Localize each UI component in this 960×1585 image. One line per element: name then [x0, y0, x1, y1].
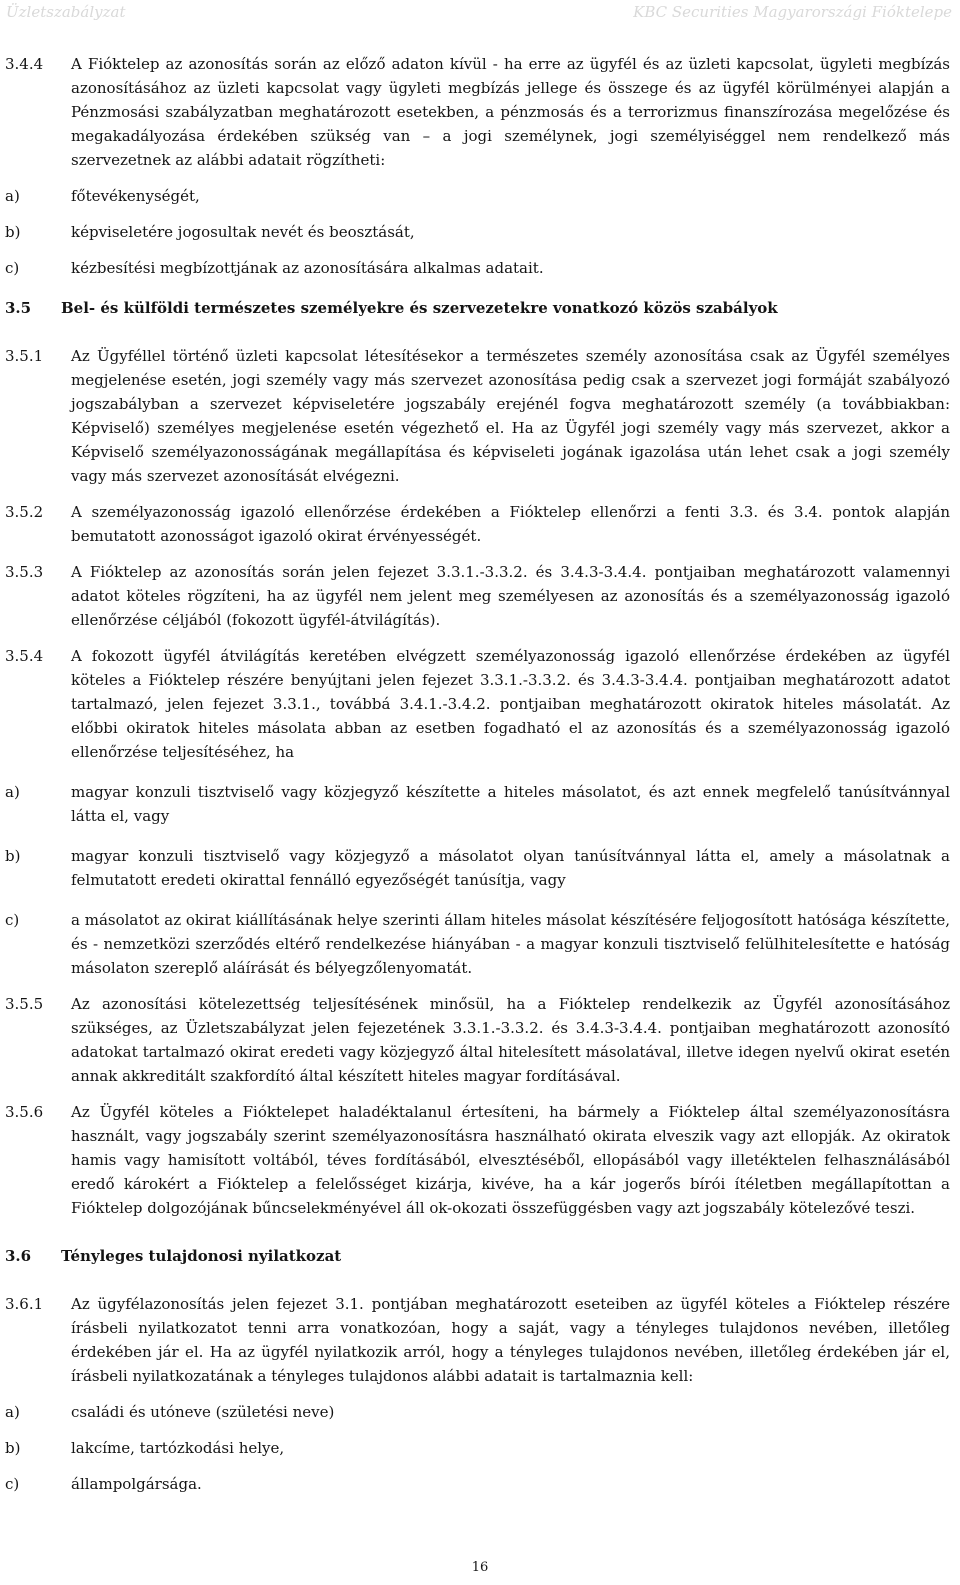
paragraph-text: Az ügyfélazonosítás jelen fejezet 3.1. pontjában meghatározott eseteiben az ügyfél köteles a Fióktelep részére írásbeli nyilatkozatot tenni arra vonatkozóan, hogy a saját, vagy a tényleges tulajdonos nevében, illetőleg érdekében jár el. Ha az ügyfél nyilatkozik arról, hogy a tényleges tulajdonos nevében, illetőleg érdekében jár el, írásbeli nyilatkozatának a tényleges tulajdonos alábbi adatait is tartalmaznia kell:: [71, 1295, 950, 1385]
running-header: [0, 0, 960, 24]
list-item-text: főtevékenységét,: [71, 187, 200, 205]
header-company-name: KBC Securities Magyarországi Fióktelepe: [633, 3, 952, 21]
list-item-a: [5, 184, 950, 208]
header-document-title: Üzletszabályzat: [6, 3, 126, 21]
page-number: 16: [471, 1560, 489, 1575]
list-marker: b): [5, 1439, 21, 1457]
paragraph-number: 3.5.3: [5, 563, 44, 581]
list-marker: a): [5, 783, 20, 801]
list-item-b: [5, 1436, 950, 1460]
list-item-text: képviseletére jogosultak nevét és beosztását,: [71, 223, 415, 241]
section-number: 3.6: [5, 1247, 32, 1265]
section-title: Tényleges tulajdonosi nyilatkozat: [61, 1247, 342, 1265]
paragraph-number: 3.4.4: [5, 55, 44, 73]
list-item-text: lakcíme, tartózkodási helye,: [71, 1439, 285, 1457]
section-title: Bel- és külföldi természetes személyekre és szervezetekre vonatkozó közös szabályok: [61, 299, 778, 317]
list-marker: c): [5, 911, 20, 929]
paragraph-number: 3.5.1: [5, 347, 44, 365]
list-item-text: kézbesítési megbízottjának az azonosítására alkalmas adatait.: [71, 259, 544, 277]
paragraph-number: 3.5.5: [5, 995, 44, 1013]
paragraph-3-5-6: [5, 1100, 950, 1220]
list-item-a: [5, 780, 950, 828]
paragraph-number: 3.5.4: [5, 647, 44, 665]
section-heading-3-5: [5, 296, 950, 320]
paragraph-text: A személyazonosság igazoló ellenőrzése érdekében a Fióktelep ellenőrzi a fenti 3.3. és 3.4. pontok alapján bemutatott azonosságot igazoló okirat érvényességét.: [71, 503, 950, 545]
paragraph-text: Az Ügyfél köteles a Fióktelepet haladéktalanul értesíteni, ha bármely a Fióktelep által személyazonosításra használt, vagy jogszabály szerint személyazonosításra használható okirata elveszik vagy azt ellopják. Az okiratok hamis vagy hamisított voltából, téves fordításából, elvesztéséből, ellopásából vagy illetéktelen felhasználásából eredő károkért a Fióktelep a felelősséget kizárja, kivéve, ha a kár jogerős bírói ítéletben megállapítottan a Fióktelep dolgozójának bűncselekményével áll ok-okozati összefüggésben vagy azt jogszabály kötelezővé teszi.: [71, 1103, 950, 1217]
section-number: 3.5: [5, 299, 32, 317]
list-item-b: [5, 844, 950, 892]
paragraph-text: A Fióktelep az azonosítás során az előző adaton kívül - ha erre az ügyfél és az üzleti kapcsolat, ügyleti megbízás azonosításához az üzleti kapcsolat vagy ügyleti megbízás jellege és összege és az ügyfél körülményei alapján a Pénzmosási szabályzatban meghatározott esetekben, a pénzmosás és a terrorizmus finanszírozása megelőzése és megakadályozása érdekében szükség van – a jogi személynek, jogi személyiséggel nem rendelkező más szervezetnek az alábbi adatait rögzítheti:: [71, 55, 950, 169]
list-marker: a): [5, 187, 20, 205]
list-item-c: [5, 256, 950, 280]
list-item-a: [5, 1400, 950, 1424]
paragraph-3-5-4: [5, 644, 950, 764]
list-item-text: magyar konzuli tisztviselő vagy közjegyző készítette a hiteles másolatot, és azt ennek megfelelő tanúsítvánnyal látta el, vagy: [71, 783, 950, 825]
paragraph-3-4-4: [5, 52, 950, 172]
paragraph-3-6-1: [5, 1292, 950, 1388]
paragraph-3-5-1: [5, 344, 950, 488]
paragraph-number: 3.5.6: [5, 1103, 44, 1121]
paragraph-text: Az Ügyféllel történő üzleti kapcsolat létesítésekor a természetes személy azonosítása csak az Ügyfél személyes megjelenése esetén, jogi személy vagy más szervezet azonosítása pedig csak a szervezet jogi formáját szabályozó jogszabályban a szervezet képviseletére jogszabály erejénél fogva meghatározott személy (a továbbiakban: Képviselő) személyes megjelenése esetén végezhető el. Ha az Ügyfél jogi személy vagy más szervezet, akkor a Képviselő személyazonosságának megállapítása és képviseleti jogának igazolása után lehet csak a jogi személy vagy más szervezet azonosítását elvégezni.: [71, 347, 950, 485]
list-marker: b): [5, 847, 21, 865]
list-item-c: [5, 908, 950, 980]
list-marker: b): [5, 223, 21, 241]
section-heading-3-6: [5, 1244, 950, 1268]
list-marker: c): [5, 1475, 20, 1493]
list-item-text: magyar konzuli tisztviselő vagy közjegyző a másolatot olyan tanúsítvánnyal látta el, amely a másolatnak a felmutatott eredeti okirattal fennálló egyezőségét tanúsítja, vagy: [71, 847, 950, 889]
paragraph-3-5-3: [5, 560, 950, 632]
paragraph-3-5-2: [5, 500, 950, 548]
list-item-text: családi és utóneve (születési neve): [71, 1403, 335, 1421]
paragraph-text: A Fióktelep az azonosítás során jelen fejezet 3.3.1.-3.3.2. és 3.4.3-3.4.4. pontjaiban meghatározott valamennyi adatot köteles rögzíteni, ha az ügyfél nem jelent meg személyesen az azonosítás és a személyazonosság igazoló ellenőrzése céljából (fokozott ügyfél-átvilágítás).: [71, 563, 950, 629]
list-item-text: állampolgársága.: [71, 1475, 202, 1493]
list-marker: c): [5, 259, 20, 277]
paragraph-number: 3.6.1: [5, 1295, 44, 1313]
paragraph-text: A fokozott ügyfél átvilágítás keretében elvégzett személyazonosság igazoló ellenőrzése érdekében az ügyfél köteles a Fióktelep részére benyújtani jelen fejezet 3.3.1.-3.3.2. és 3.4.3-3.4.4. pontjaiban meghatározott adatot tartalmazó, jelen fejezet 3.3.1., továbbá 3.4.1.-3.4.2. pontjaiban meghatározott okiratok hiteles másolatát. Az előbbi okiratok hiteles másolata abban az esetben fogadható el az azonosítás és a személyazonosság igazoló ellenőrzése teljesítéséhez, ha: [71, 647, 950, 761]
list-item-c: [5, 1472, 950, 1496]
paragraph-3-5-5: [5, 992, 950, 1088]
paragraph-text: Az azonosítási kötelezettség teljesítésének minősül, ha a Fióktelep rendelkezik az Ügyfél azonosításához szükséges, az Üzletszabályzat jelen fejezetének 3.3.1.-3.3.2. és 3.4.3-3.4.4. pontjaiban meghatározott azonosító adatokat tartalmazó okirat eredeti vagy közjegyző által hitelesített másolatával, illetve idegen nyelvű okirat esetén annak akkreditált szakfordító által készített hiteles magyar fordításával.: [71, 995, 950, 1085]
paragraph-number: 3.5.2: [5, 503, 44, 521]
list-item-text: a másolatot az okirat kiállításának helye szerinti állam hiteles másolat készítésére feljogosított hatósága készítette, és - nemzetközi szerződés eltérő rendelkezése hiányában - a magyar konzuli tisztviselő felülhitelesítette e hatóság másolaton szereplő aláírását és bélyegzőlenyomatát.: [71, 911, 950, 977]
list-marker: a): [5, 1403, 20, 1421]
list-item-b: [5, 220, 950, 244]
document-body: [5, 52, 950, 1496]
